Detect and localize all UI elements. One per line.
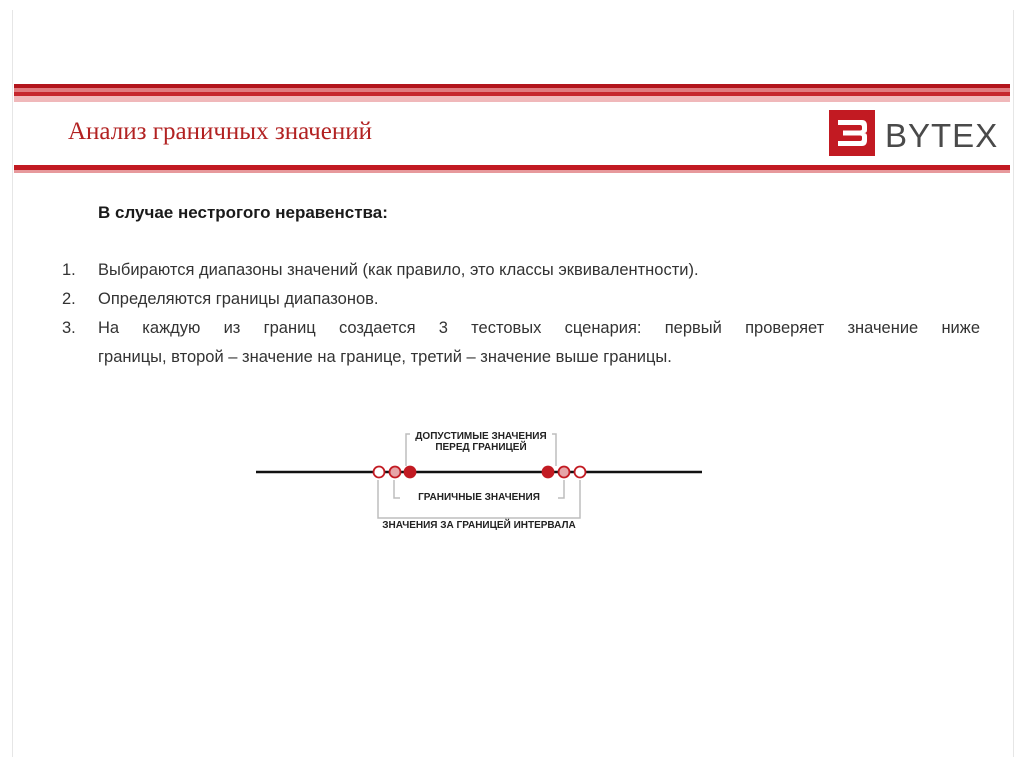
bytex-logo (829, 110, 1009, 160)
logo-mark-icon (829, 110, 875, 156)
label-boundary: ГРАНИЧНЫЕ ЗНАЧЕНИЯ (400, 492, 558, 503)
label-allowed-line1: ДОПУСТИМЫЕ ЗНАЧЕНИЯ (415, 431, 547, 442)
list-item-number: 1. (62, 261, 76, 279)
list-item-text: Выбираются диапазоны значений (как правило, это классы эквивалентности). (98, 261, 699, 279)
point-boundary-right (559, 467, 570, 478)
point-outside-left (374, 467, 385, 478)
boundary-values-diagram (250, 420, 710, 550)
point-outside-right (575, 467, 586, 478)
point-boundary-left (390, 467, 401, 478)
point-allowed-left (405, 467, 416, 478)
header-stripe-bottom (14, 165, 1010, 173)
slide-title: Анализ граничных значений (68, 118, 372, 145)
logo-text: BYTEX (885, 117, 999, 154)
label-allowed (410, 431, 552, 453)
list-item-text-line-2: границы, второй – значение на границе, третий – значение выше границы. (98, 348, 672, 366)
section-subheading: В случае нестрогого неравенства: (98, 203, 388, 222)
label-outside: ЗНАЧЕНИЯ ЗА ГРАНИЦЕЙ ИНТЕРВАЛА (382, 520, 576, 531)
list-item-number: 3. (62, 319, 76, 337)
header-stripe-top (14, 84, 1010, 102)
list-item-text: Определяются границы диапазонов. (98, 290, 379, 308)
list-item (62, 314, 980, 372)
point-allowed-right (543, 467, 554, 478)
list-item (62, 256, 980, 285)
label-allowed-line2: ПЕРЕД ГРАНИЦЕЙ (435, 442, 527, 453)
list-item-number: 2. (62, 290, 76, 308)
list-item-text-line-1: На каждую из границ создается 3 тестовых сценария: первый проверяет значение ниже (98, 319, 980, 337)
steps-list (62, 256, 980, 372)
list-item (62, 285, 980, 314)
